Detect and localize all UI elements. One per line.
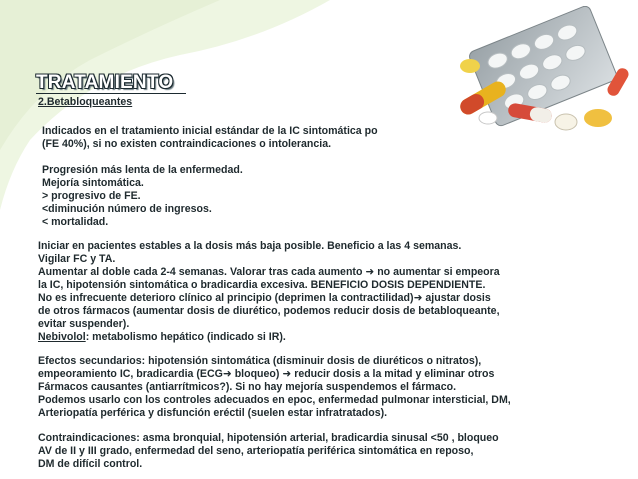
- right-arrow-icon: ➜: [222, 368, 232, 380]
- section-subtitle: 2.Betabloqueantes: [38, 96, 133, 108]
- benefit-item: <diminución número de ingresos.: [42, 203, 212, 215]
- benefit-item: Progresión más lenta de la enfermedad.: [42, 164, 243, 176]
- side-effects-line-2: empeoramiento IC, bradicardia (ECG➜ bloqueo) ➜ reducir dosis a la mitad y eliminar otros: [38, 368, 495, 380]
- contraindications-line-3: DM de difícil control.: [38, 458, 143, 470]
- contraindications-line-1: Contraindicaciones: asma bronquial, hipotensión arterial, bradicardia sinusal <50 , bloqueo: [38, 432, 499, 444]
- right-arrow-icon: ➜: [282, 368, 292, 380]
- benefit-item: < mortalidad.: [42, 216, 109, 228]
- dosing-line-3: Aumentar al doble cada 2-4 semanas. Valorar tras cada aumento ➜ no aumentar si empeora: [38, 266, 500, 278]
- dosing-line-5: No es infrecuente deterioro clínico al principio (deprimen la contractilidad)➜ ajustar dosis: [38, 292, 491, 304]
- intro-line-2: (FE 40%), si no existen contraindicaciones o intolerancia.: [42, 138, 332, 150]
- side-effects-line-3: Fármacos causantes (antiarrítmicos?). Si no hay mejoría suspendemos el fármaco.: [38, 381, 457, 393]
- benefit-item: Mejoría sintomática.: [42, 177, 144, 189]
- title-underline: [36, 93, 186, 94]
- right-arrow-icon: ➜: [365, 266, 375, 278]
- dosing-line-7: evitar suspender).: [38, 318, 130, 330]
- dosing-line-8: Nebivolol: metabolismo hepático (indicado si IR).: [38, 331, 286, 343]
- dosing-line-2: Vigilar FC y TA.: [38, 253, 116, 265]
- right-arrow-icon: ➜: [413, 292, 423, 304]
- benefit-item: > progresivo de FE.: [42, 190, 141, 202]
- contraindications-line-2: AV de II y III grado, enfermedad del seno, arteriopatía periférica sintomática en reposo,: [38, 445, 474, 457]
- page-title: TRATAMIENTO: [36, 72, 174, 93]
- side-effects-line-5: Arteriopatía perférica y disfunción eréctil (suelen estar infratratados).: [38, 407, 388, 419]
- dosing-line-6: de otros fármacos (aumentar dosis de diurético, podemos reducir dosis de betabloqueante,: [38, 305, 500, 317]
- intro-line-1: Indicados en el tratamiento inicial estándar de la IC sintomática po: [42, 125, 378, 137]
- nebivolol-term: Nebivolol: [38, 331, 86, 343]
- dosing-line-1: Iniciar en pacientes estables a la dosis más baja posible. Beneficio a las 4 semanas.: [38, 240, 462, 252]
- pills-blister-image: [448, 6, 634, 138]
- side-effects-line-1: Efectos secundarios: hipotensión sintomática (disminuir dosis de diuréticos o nitratos),: [38, 355, 482, 367]
- dosing-line-4: la IC, hipotensión sintomática o bradicardia excesiva. BENEFICIO DOSIS DEPENDIENTE.: [38, 279, 486, 291]
- side-effects-line-4: Podemos usarlo con los controles adecuados en epoc, enfermedad pulmonar intersticial, DM,: [38, 394, 511, 406]
